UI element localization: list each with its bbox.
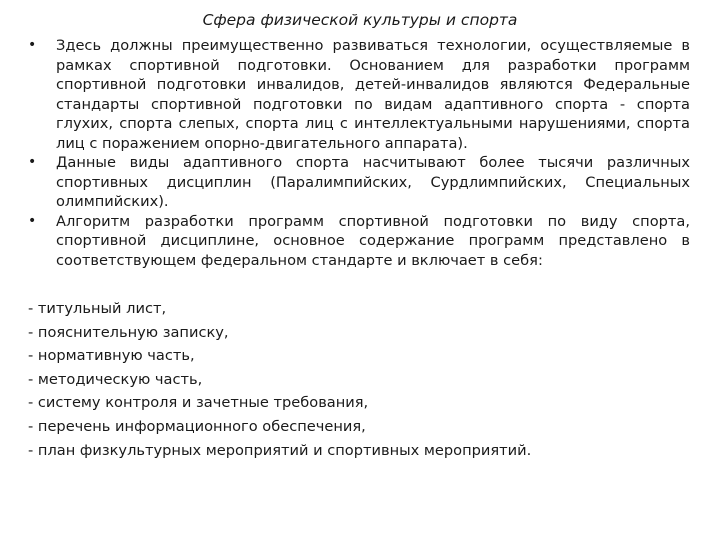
dash-list — [28, 297, 690, 462]
dash-item-explanatory-note: - пояснительную записку, — [28, 323, 229, 341]
dash-item-normative-part: - нормативную часть, — [28, 347, 195, 365]
slide-title: Сфера физической культуры и спорта — [202, 11, 518, 29]
bullet-list — [28, 36, 690, 270]
dash-item-events-plan: - план физкультурных мероприятий и спортивных мероприятий. — [28, 441, 532, 459]
dash-item-title-page: - титульный лист, — [28, 300, 167, 317]
bullet-item — [28, 153, 690, 212]
bullet-text: Данные виды адаптивного спорта насчитывают более тысячи различных спортивных дисциплин (Паралимпийских, Сурдлимпийских, Специальных олимпийских). — [56, 154, 690, 210]
bullet-text: Здесь должны преимущественно развиваться технологии, осуществляемые в рамках спортивной подготовки. Основанием для разработки программ спортивной подготовки инвалидов, детей-инвалидов являются Федеральные стандарты спортивной подготовки по видам адаптивного спорта - спорта глухих, спорта слепых, спорта лиц с интеллектуальными нарушениями, спорта лиц с поражением опорно-двигательного аппарата). — [56, 37, 690, 152]
dash-item-control-system: - систему контроля и зачетные требования, — [28, 394, 369, 412]
dash-item-methodical-part: - методическую часть, — [28, 370, 203, 388]
dash-item-information-support: - перечень информационного обеспечения, — [28, 417, 366, 435]
bullet-icon: • — [28, 37, 37, 53]
bullet-icon: • — [28, 212, 37, 229]
bullet-text: Алгоритм разработки программ спортивной подготовки по виду спорта, спортивной дисциплине, основное содержание программ представлено в соответствующем федеральном стандарте и включает в себя: — [56, 212, 690, 269]
bullet-item — [28, 36, 690, 153]
bullet-icon: • — [28, 154, 37, 170]
bullet-item — [28, 212, 690, 271]
